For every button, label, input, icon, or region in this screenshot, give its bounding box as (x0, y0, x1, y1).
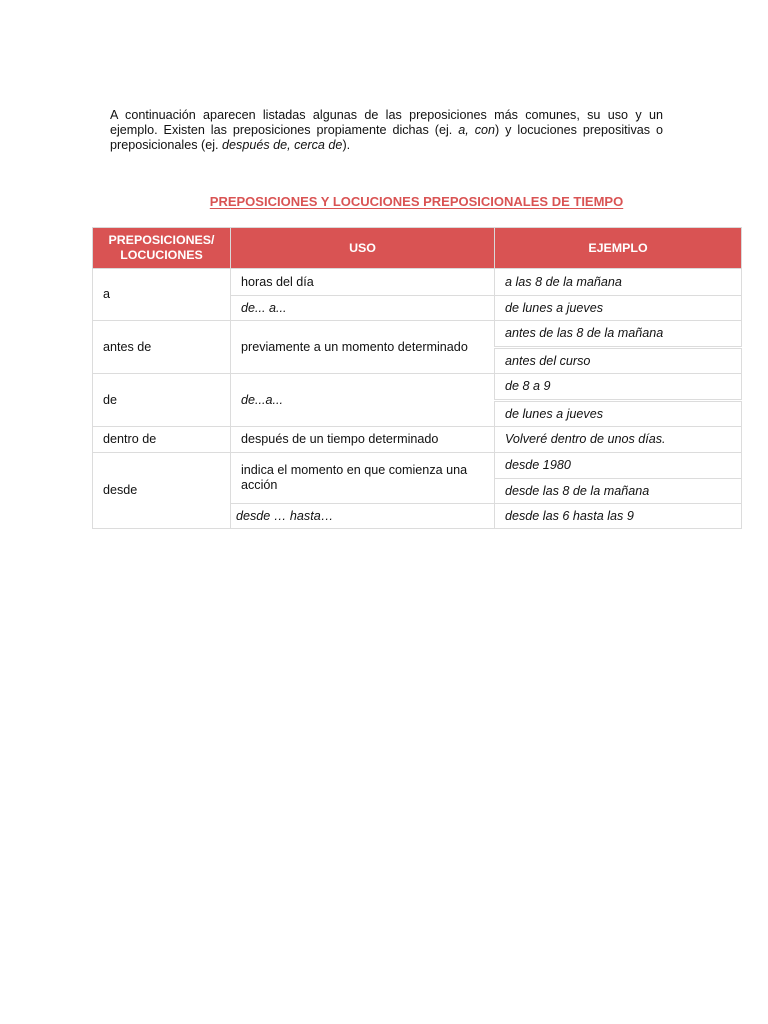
preposition-cell: antes de (93, 321, 231, 374)
use-cell: indica el momento en que comienza una acción (231, 453, 495, 504)
preposition-cell: a (93, 269, 231, 321)
table-row (93, 427, 742, 453)
prepositions-table (92, 227, 742, 529)
example-cell: Volveré dentro de unos días. (495, 427, 742, 453)
intro-example-1: a, con (458, 123, 496, 137)
example-cell: antes del curso (495, 348, 742, 374)
header-uso: USO (231, 228, 495, 269)
example-cell: de lunes a jueves (495, 296, 742, 321)
table-row (93, 269, 742, 296)
table-row (93, 453, 742, 479)
example-cell: desde las 8 de la mañana (495, 479, 742, 504)
header-prepositions: PREPOSICIONES/ LOCUCIONES (93, 228, 231, 269)
intro-example-2: después de, cerca de (222, 138, 343, 152)
example-cell: de 8 a 9 (495, 374, 742, 401)
intro-text-3: ). (342, 138, 351, 152)
example-cell: desde 1980 (495, 453, 742, 479)
table-row (93, 321, 742, 348)
section-title: PREPOSICIONES Y LOCUCIONES PREPOSICIONALES DE TIEMPO (209, 194, 624, 209)
preposition-cell: dentro de (93, 427, 231, 453)
intro-text-2: ) y locuciones prepositivas o preposicionales (ej. (110, 123, 664, 152)
example-cell: desde las 6 hasta las 9 (495, 504, 742, 529)
intro-paragraph (110, 108, 663, 153)
use-cell: desde … hasta… (231, 504, 495, 529)
use-cell: horas del día (231, 269, 495, 296)
example-cell: de lunes a jueves (495, 401, 742, 427)
use-cell: de... a... (231, 296, 495, 321)
example-cell: antes de las 8 de la mañana (495, 321, 742, 348)
intro-text-1: A continuación aparecen listadas algunas de las preposiciones más comunes, su uso y un ejemplo. Existen las preposiciones propiamente dichas (ej. (110, 108, 663, 137)
preposition-cell: de (93, 374, 231, 427)
preposition-cell: desde (93, 453, 231, 529)
table-row (93, 374, 742, 401)
use-cell: después de un tiempo determinado (231, 427, 495, 453)
header-ejemplo: EJEMPLO (495, 228, 742, 269)
use-cell: de...a... (231, 374, 495, 427)
example-cell: a las 8 de la mañana (495, 269, 742, 296)
use-cell: previamente a un momento determinado (231, 321, 495, 374)
table-header-row (93, 228, 742, 269)
